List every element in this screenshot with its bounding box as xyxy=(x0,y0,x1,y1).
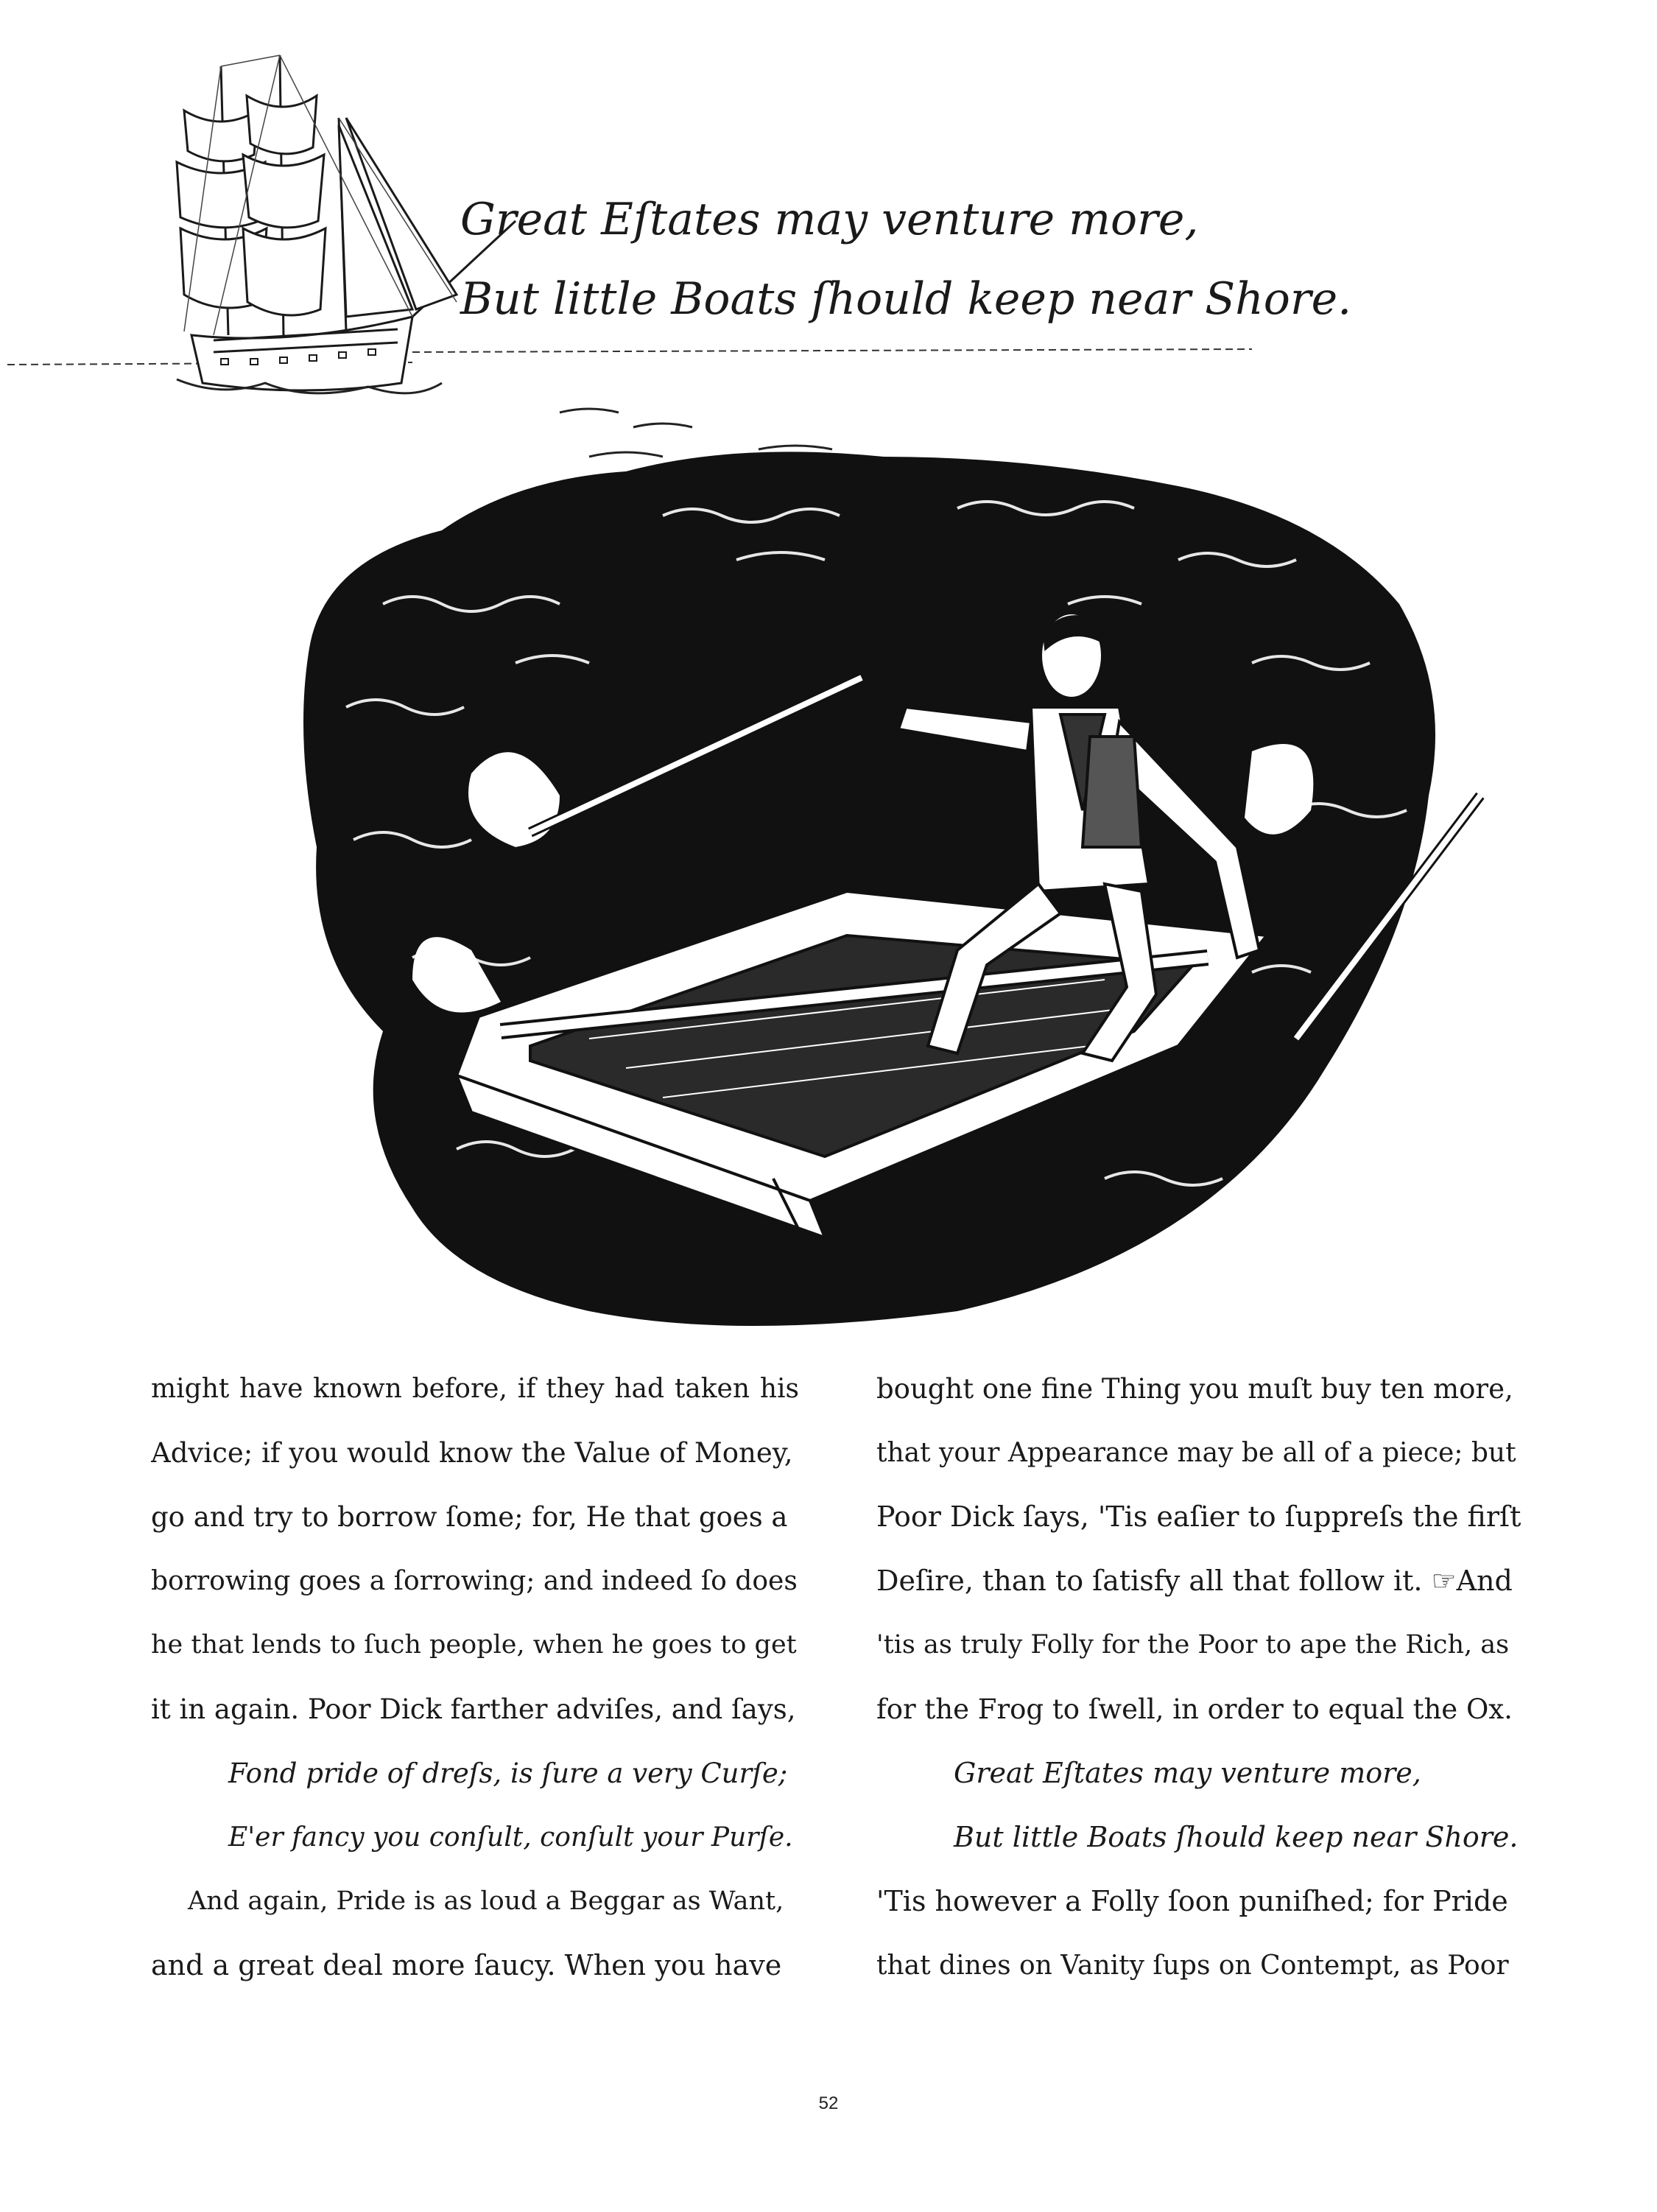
motto-line-1: Great Eſtates may venture more, xyxy=(460,194,1199,245)
text-line: he that lends to ſuch people, when he goes to get xyxy=(151,1630,797,1660)
horizon-line xyxy=(7,349,1252,365)
stormy-sea xyxy=(303,452,1435,1326)
text-line: Deſire, than to ſatisfy all that follow it. ☞And xyxy=(876,1565,1513,1597)
text-line: 'Tis however a Folly ſoon puniſhed; for Pride xyxy=(876,1885,1508,1917)
text-line: for the Frog to ſwell, in order to equal the Ox. xyxy=(876,1693,1513,1725)
verse-line: But little Boats ſhould keep near Shore. xyxy=(954,1821,1519,1853)
text-line: it in again. Poor Dick farther adviſes, and ſays, xyxy=(151,1693,796,1725)
text-line: that your Appearance may be all of a piece; but xyxy=(876,1438,1516,1468)
text-line: Poor Dick ſays, 'Tis eaſier to ſuppreſs the firſt xyxy=(876,1500,1521,1533)
text-line: bought one fine Thing you muſt buy ten more, xyxy=(876,1373,1513,1405)
text-column-left xyxy=(151,1357,799,1998)
motto-line-2: But little Boats ſhould keep near Shore. xyxy=(460,273,1352,325)
text-line: Advice; if you would know the Value of Money, xyxy=(151,1437,793,1469)
text-line: might have known before, if they had taken his xyxy=(151,1374,799,1404)
verse-line: Great Eſtates may venture more, xyxy=(954,1757,1421,1789)
text-line: that dines on Vanity ſups on Contempt, as Poor xyxy=(876,1951,1509,1981)
text-line: and a great deal more ſaucy. When you have xyxy=(151,1949,782,1981)
verse-line: Fond pride of dreſs, is ſure a very Curſe; xyxy=(228,1758,788,1789)
text-line: And again, Pride is as loud a Beggar as Want, xyxy=(188,1886,784,1916)
page-number: 52 xyxy=(818,2093,839,2113)
text-line: 'tis as truly Folly for the Poor to ape the Rich, as xyxy=(876,1630,1510,1660)
text-column-right xyxy=(876,1357,1524,1998)
verse-line: E'er fancy you conſult, conſult your Purſe. xyxy=(228,1822,793,1853)
text-line: borrowing goes a ſorrowing; and indeed ſo does xyxy=(151,1566,798,1596)
text-line: go and try to borrow ſome; for, He that goes a xyxy=(151,1501,788,1533)
